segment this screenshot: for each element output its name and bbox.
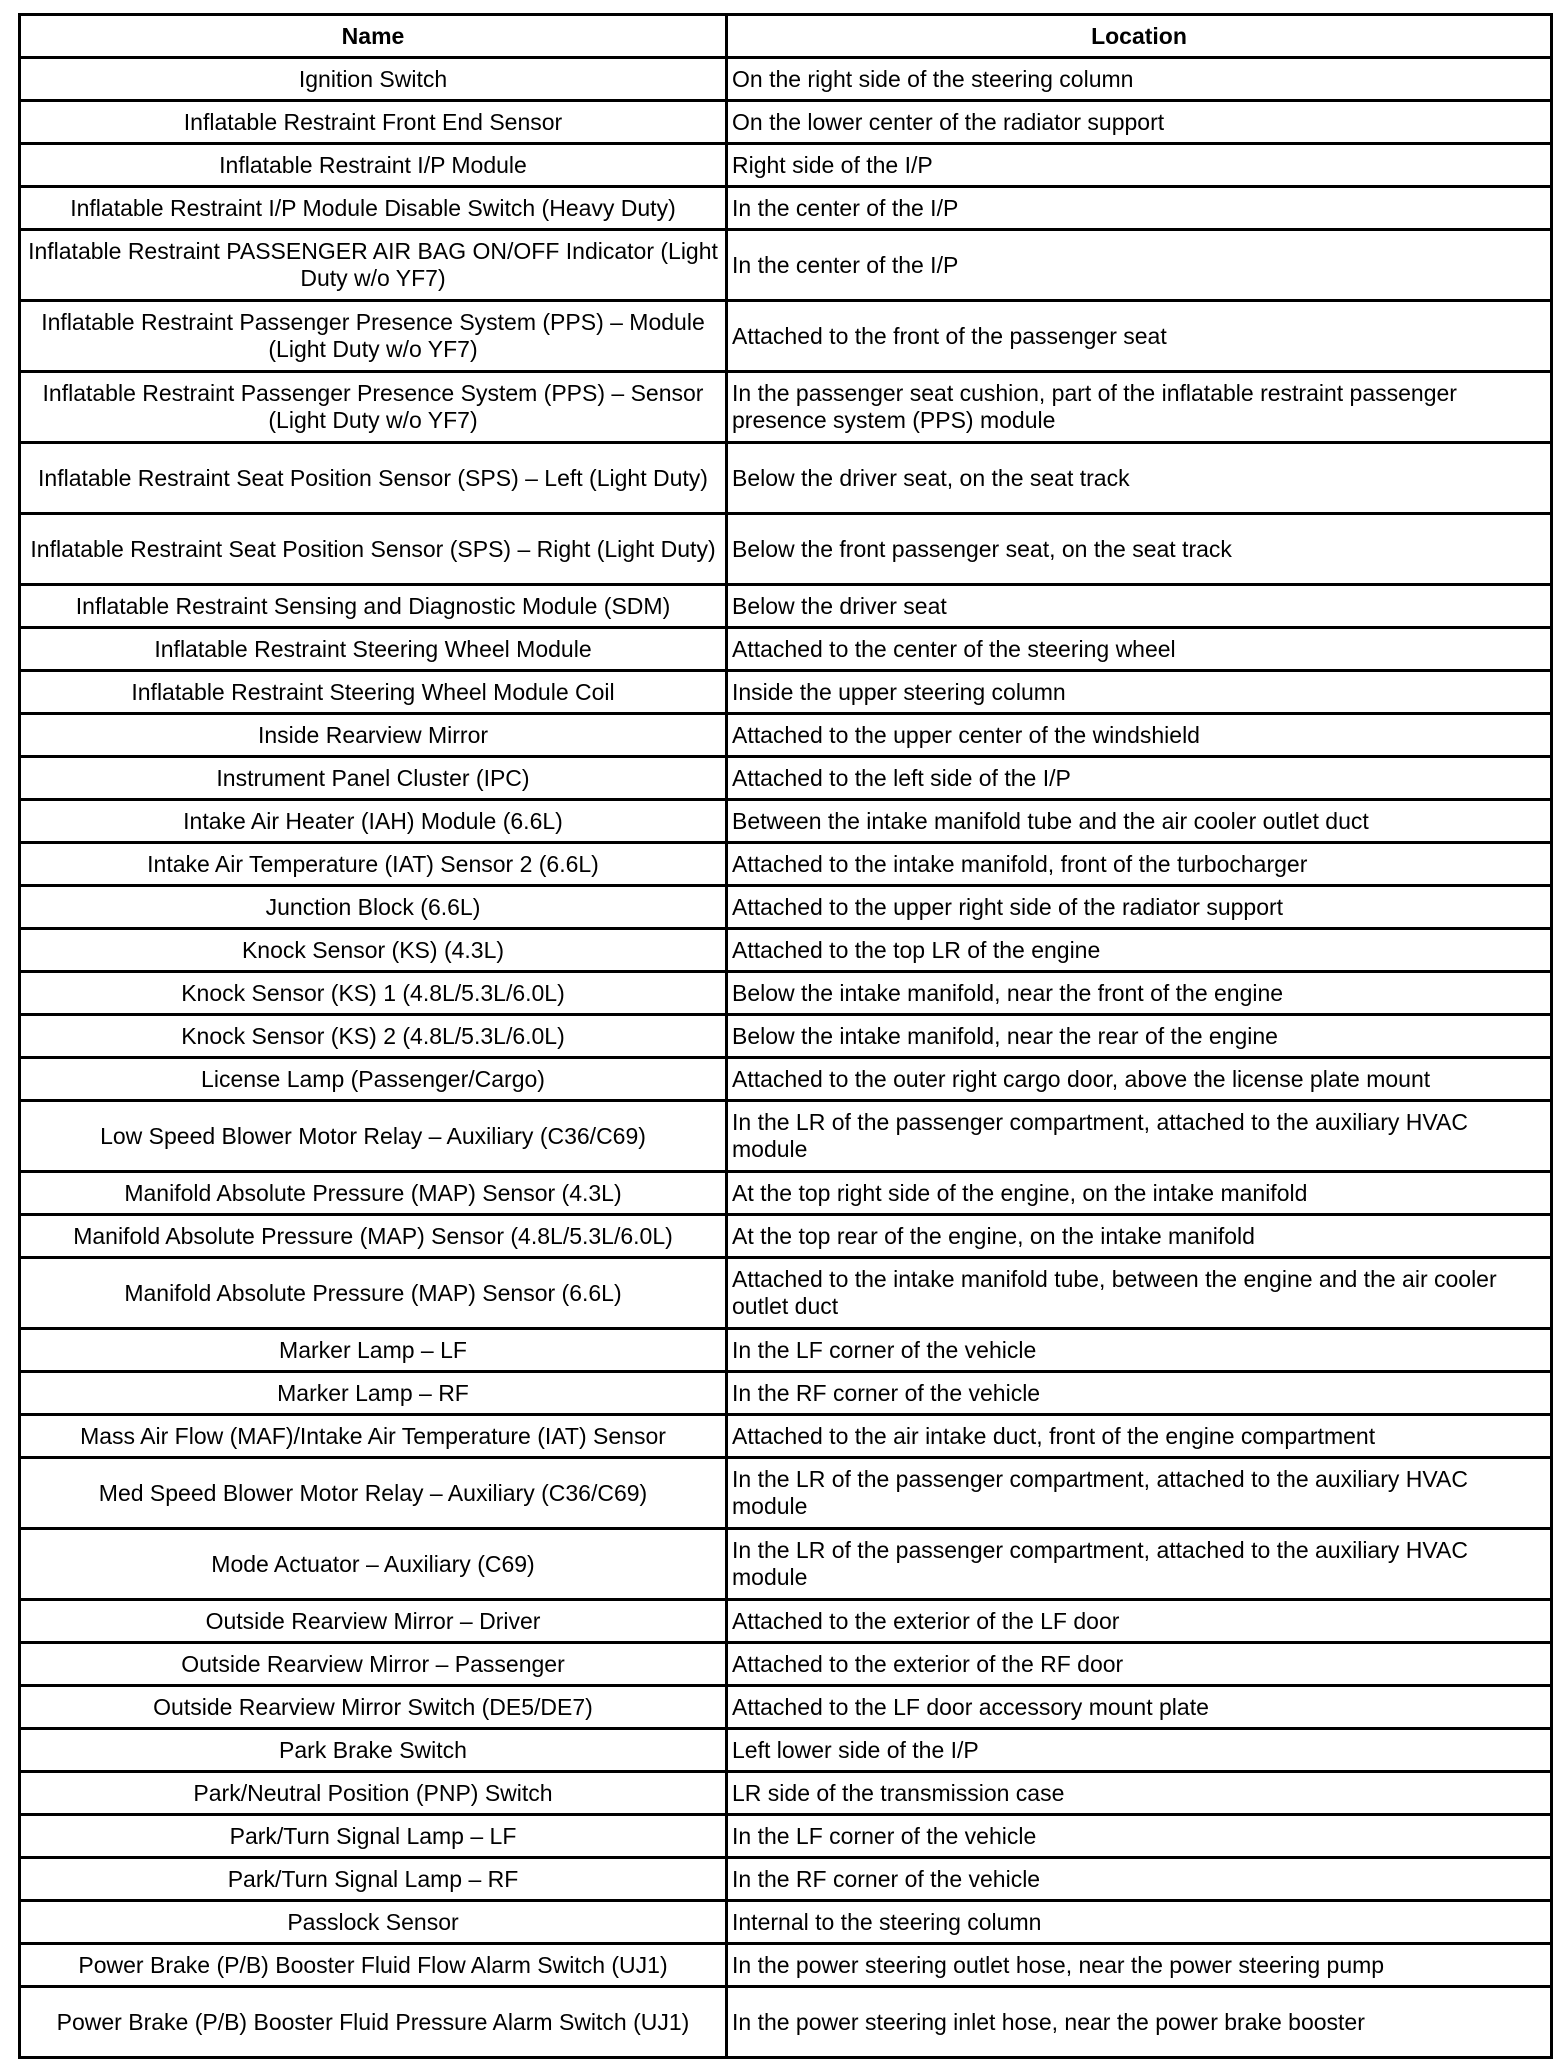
table-row [20,1329,1552,1372]
component-name-cell: Manifold Absolute Pressure (MAP) Sensor (6.6L) [20,1258,727,1329]
component-location-cell: Below the intake manifold, near the rear of the engine [727,1015,1552,1058]
table-row [20,58,1552,101]
component-location-cell: Attached to the left side of the I/P [727,757,1552,800]
component-name-cell: Inflatable Restraint I/P Module [20,144,727,187]
table-body [20,58,1552,2058]
component-name-cell: Outside Rearview Mirror – Passenger [20,1643,727,1686]
component-location-cell: Attached to the center of the steering wheel [727,628,1552,671]
component-name-cell: Marker Lamp – RF [20,1372,727,1415]
table-row [20,800,1552,843]
component-location-cell: Inside the upper steering column [727,671,1552,714]
component-name-cell: Park/Turn Signal Lamp – RF [20,1858,727,1901]
component-location-cell: Left lower side of the I/P [727,1729,1552,1772]
component-location-cell: Right side of the I/P [727,144,1552,187]
table-row [20,1944,1552,1987]
component-name-cell: Power Brake (P/B) Booster Fluid Flow Alarm Switch (UJ1) [20,1944,727,1987]
component-location-cell: In the center of the I/P [727,230,1552,301]
component-name-cell: Instrument Panel Cluster (IPC) [20,757,727,800]
table-row [20,1772,1552,1815]
component-name-cell: Mass Air Flow (MAF)/Intake Air Temperature (IAT) Sensor [20,1415,727,1458]
table-row [20,843,1552,886]
component-name-cell: Inflatable Restraint Seat Position Sensor (SPS) – Left (Light Duty) [20,443,727,514]
component-location-cell: Between the intake manifold tube and the air cooler outlet duct [727,800,1552,843]
component-name-cell: Junction Block (6.6L) [20,886,727,929]
component-location-cell: At the top rear of the engine, on the intake manifold [727,1215,1552,1258]
table-row [20,1058,1552,1101]
component-location-cell: Attached to the exterior of the LF door [727,1600,1552,1643]
table-row [20,1529,1552,1600]
component-name-cell: Inflatable Restraint I/P Module Disable Switch (Heavy Duty) [20,187,727,230]
component-location-cell: At the top right side of the engine, on the intake manifold [727,1172,1552,1215]
table-row [20,1215,1552,1258]
component-name-cell: Low Speed Blower Motor Relay – Auxiliary (C36/C69) [20,1101,727,1172]
table-row [20,1643,1552,1686]
header-location: Location [727,15,1552,58]
component-name-cell: Inflatable Restraint Seat Position Sensor (SPS) – Right (Light Duty) [20,514,727,585]
header-row [20,15,1552,58]
component-name-cell: Inflatable Restraint Steering Wheel Module [20,628,727,671]
table-row [20,101,1552,144]
component-name-cell: Ignition Switch [20,58,727,101]
table-row [20,514,1552,585]
table-row [20,1815,1552,1858]
table-row [20,1415,1552,1458]
table-row [20,972,1552,1015]
component-location-cell: Attached to the top LR of the engine [727,929,1552,972]
table-row [20,187,1552,230]
component-name-cell: Park/Turn Signal Lamp – LF [20,1815,727,1858]
table-row [20,1372,1552,1415]
table-row [20,1858,1552,1901]
component-location-cell: Attached to the front of the passenger seat [727,301,1552,372]
header-name: Name [20,15,727,58]
table-row [20,628,1552,671]
table-row [20,230,1552,301]
component-location-cell: On the lower center of the radiator support [727,101,1552,144]
component-name-cell: Manifold Absolute Pressure (MAP) Sensor (4.3L) [20,1172,727,1215]
table-row [20,1015,1552,1058]
component-location-cell: Attached to the upper right side of the radiator support [727,886,1552,929]
table-row [20,1729,1552,1772]
table-row [20,1987,1552,2058]
component-name-cell: Inflatable Restraint Steering Wheel Module Coil [20,671,727,714]
component-name-cell: Manifold Absolute Pressure (MAP) Sensor (4.8L/5.3L/6.0L) [20,1215,727,1258]
component-name-cell: Intake Air Heater (IAH) Module (6.6L) [20,800,727,843]
component-name-cell: Knock Sensor (KS) 2 (4.8L/5.3L/6.0L) [20,1015,727,1058]
component-location-cell: In the RF corner of the vehicle [727,1858,1552,1901]
component-name-cell: Inflatable Restraint Passenger Presence System (PPS) – Module (Light Duty w/o YF7) [20,301,727,372]
component-name-cell: Mode Actuator – Auxiliary (C69) [20,1529,727,1600]
table-row [20,1458,1552,1529]
table-row [20,1101,1552,1172]
component-name-cell: Inflatable Restraint Front End Sensor [20,101,727,144]
component-location-table [18,13,1553,2059]
table-row [20,886,1552,929]
component-location-cell: On the right side of the steering column [727,58,1552,101]
component-name-cell: Outside Rearview Mirror Switch (DE5/DE7) [20,1686,727,1729]
component-location-cell: LR side of the transmission case [727,1772,1552,1815]
component-name-cell: Inflatable Restraint Passenger Presence System (PPS) – Sensor (Light Duty w/o YF7) [20,372,727,443]
component-location-cell: In the center of the I/P [727,187,1552,230]
component-name-cell: Knock Sensor (KS) (4.3L) [20,929,727,972]
table-row [20,671,1552,714]
component-location-cell: Below the driver seat [727,585,1552,628]
component-location-cell: In the LF corner of the vehicle [727,1329,1552,1372]
component-location-cell: In the power steering inlet hose, near the power brake booster [727,1987,1552,2058]
table-row [20,929,1552,972]
component-name-cell: Passlock Sensor [20,1901,727,1944]
component-name-cell: Inside Rearview Mirror [20,714,727,757]
component-name-cell: Inflatable Restraint PASSENGER AIR BAG ON/OFF Indicator (Light Duty w/o YF7) [20,230,727,301]
table-row [20,757,1552,800]
component-name-cell: Park/Neutral Position (PNP) Switch [20,1772,727,1815]
table-row [20,301,1552,372]
component-location-cell: Attached to the intake manifold, front of the turbocharger [727,843,1552,886]
table-row [20,585,1552,628]
component-location-cell: Below the driver seat, on the seat track [727,443,1552,514]
component-location-cell: Attached to the outer right cargo door, above the license plate mount [727,1058,1552,1101]
component-name-cell: Marker Lamp – LF [20,1329,727,1372]
component-location-cell: Attached to the exterior of the RF door [727,1643,1552,1686]
table-row [20,1258,1552,1329]
component-location-cell: In the RF corner of the vehicle [727,1372,1552,1415]
table-row [20,714,1552,757]
component-name-cell: Inflatable Restraint Sensing and Diagnostic Module (SDM) [20,585,727,628]
component-location-cell: In the LR of the passenger compartment, attached to the auxiliary HVAC module [727,1101,1552,1172]
component-location-cell: Attached to the LF door accessory mount plate [727,1686,1552,1729]
table-row [20,1600,1552,1643]
table-row [20,372,1552,443]
component-name-cell: Power Brake (P/B) Booster Fluid Pressure Alarm Switch (UJ1) [20,1987,727,2058]
component-location-cell: In the LF corner of the vehicle [727,1815,1552,1858]
component-location-cell: In the power steering outlet hose, near the power steering pump [727,1944,1552,1987]
component-name-cell: Med Speed Blower Motor Relay – Auxiliary (C36/C69) [20,1458,727,1529]
component-location-cell: Attached to the intake manifold tube, between the engine and the air cooler outlet duct [727,1258,1552,1329]
component-name-cell: License Lamp (Passenger/Cargo) [20,1058,727,1101]
component-location-cell: In the passenger seat cushion, part of the inflatable restraint passenger presence system (PPS) module [727,372,1552,443]
table-row [20,1901,1552,1944]
table-row [20,443,1552,514]
table-row [20,1686,1552,1729]
table-row [20,144,1552,187]
component-location-cell: In the LR of the passenger compartment, attached to the auxiliary HVAC module [727,1458,1552,1529]
component-location-cell: Below the intake manifold, near the front of the engine [727,972,1552,1015]
component-name-cell: Knock Sensor (KS) 1 (4.8L/5.3L/6.0L) [20,972,727,1015]
table-row [20,1172,1552,1215]
component-location-cell: Below the front passenger seat, on the seat track [727,514,1552,585]
component-name-cell: Intake Air Temperature (IAT) Sensor 2 (6.6L) [20,843,727,886]
component-location-cell: Internal to the steering column [727,1901,1552,1944]
component-location-cell: Attached to the upper center of the windshield [727,714,1552,757]
document-page [18,13,1550,2059]
component-location-cell: In the LR of the passenger compartment, attached to the auxiliary HVAC module [727,1529,1552,1600]
component-name-cell: Park Brake Switch [20,1729,727,1772]
component-location-cell: Attached to the air intake duct, front of the engine compartment [727,1415,1552,1458]
component-name-cell: Outside Rearview Mirror – Driver [20,1600,727,1643]
